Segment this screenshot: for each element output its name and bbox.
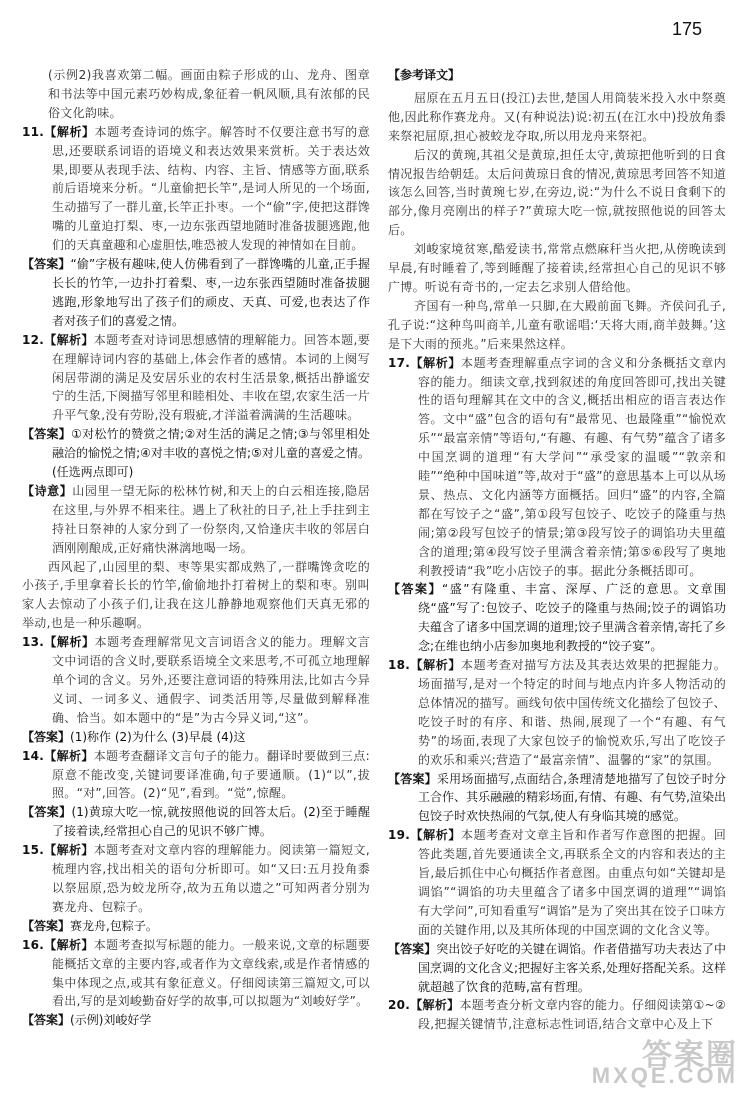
q17-answer (388, 580, 726, 656)
q14-answer (22, 803, 370, 841)
watermark-logo: 答案圈 (642, 1039, 738, 1073)
q17-number: 17. (388, 355, 411, 370)
analysis-label: 【解析】 (44, 937, 94, 952)
analysis-label: 【解析】 (44, 635, 95, 650)
q19-answer (388, 940, 726, 997)
q12-answer (22, 425, 370, 482)
q19-analysis (388, 826, 726, 939)
q12-poem-meaning (22, 482, 370, 558)
answer-label: 【答案】 (22, 427, 72, 442)
answer-label: 【答案】 (22, 1013, 71, 1028)
q18-analysis-text: 本题考查对描写方法及其表达效果的把握能力。场面描写,是对一个特定的时间与地点内许多人物活动的总体情况的描写。画线句依中国传统文化描绘了包饺子、吃饺子时的有序、和谐、热闹,展现了一个“有趣、有气势”的场面,表现了大家包饺子的愉悦欢乐,写出了吃饺子的欢乐和乘兴;营造了“最富亲情”、温馨的“家”的氛围。 (418, 658, 726, 767)
q15-answer (22, 917, 370, 936)
q13-analysis (22, 633, 370, 728)
answer-label: 【答案】 (22, 918, 71, 933)
answer-label: 【答案】 (388, 582, 443, 597)
analysis-label: 【解析】 (410, 355, 462, 370)
q15-analysis-text: 本题考查对文章内容的理解能力。阅读第一篇短文,梳理内容,找出相关的语句分析即可。如“又曰:五月投角黍以祭屈原,恐为蛟龙所夺,故为五角以遗之”可知两者分别为赛龙舟、包粽子。 (52, 843, 371, 914)
q20-analysis (388, 996, 726, 1034)
q20-analysis-text: 本题考查分析文章内容的能力。仔细阅读第①~②段,把握关键情节,注意标志性词语,结合文章中心及上下 (418, 998, 727, 1032)
q14-answer-text: (1)黄琼大吃一惊,就按照他说的回答太后。(2)至于睡醒了接着读,经常担心自己的见识不够广博。 (52, 805, 370, 839)
analysis-label: 【解析】 (44, 843, 94, 858)
reference-paragraph-2: 后汉的黄琬,其祖父是黄琼,担任太守,黄琼把他听到的日食情况报告给朝廷。太后问黄琼日食的情况,黄琼思考回答不知道该怎么回答,当时黄琬七岁,在旁边,说:“为什么不说日食剩下的部分,像月亮刚出的样子?”黄琼大吃一惊,就按照他说的回答太后。 (388, 147, 726, 238)
q19-analysis-text: 本题考查对文章主旨和作者写作意图的把握。回答此类题,首先要通读全文,再联系全文的内容和表达的主旨,最后抓住中心句概括作者意图。由重点句如“关键却是调馅”“调馅的功夫里蕴含了诸多中国烹调的道理”“调馅有大学问”,可知看重写“调馅”是为了突出其在饺子口味方面的关键作用,以及其所体现的中国烹调的文化含义等。 (418, 828, 726, 937)
q13-answer-text: (1)称作 (2)为什么 (3)早晨 (4)这 (70, 729, 246, 744)
answer-label: 【答案】 (22, 257, 71, 272)
q14-analysis (22, 747, 370, 804)
q12-analysis (22, 331, 370, 426)
q12-poem-meaning-2: 西风起了,山园里的梨、枣等果实都成熟了,一群嘴馋贪吃的小孩子,手里拿着长长的竹竿,偷偷地扑打着树上的梨和枣。别叫家人去惊动了小孩子们,让我在这儿静静地观察他们天真无邪的举动,也是一种乐趣啊。 (22, 559, 370, 631)
analysis-label: 【解析】 (44, 332, 94, 347)
q11-answer-text: “偷”字极有趣味,使人仿佛看到了一群馋嘴的儿童,正手握长长的竹竿,一边扑打着梨、枣,一边东张西望随时准备拔腿逃跑,形象地写出了孩子们的顽皮、天真、可爱,也表达了作者对孩子们的喜爱之情。 (52, 257, 370, 328)
q11-number: 11. (22, 124, 45, 139)
q14-analysis-text: 本题考查翻译文言句子的能力。翻译时要做到三点:原意不能改变,关键词要译准确,句子要通顺。(1)“以”,拔照。“对”,回答。(2)“见”,看到。“觉”,惊醒。 (52, 748, 370, 801)
analysis-label: 【解析】 (410, 658, 462, 673)
right-column (388, 66, 726, 1034)
q11-answer (22, 255, 370, 331)
q12-poem-text: 山园里一望无际的松林竹树,和天上的白云相连接,隐居在这里,与外界不相来往。遇上了秋社的日子,社上手拄到主持社日祭神的人家分到了一份祭肉,又恰逢庆丰收的邻居白酒刚刚酿成,正好痛快淋漓地喝一场。 (52, 483, 370, 555)
answer-label: 【答案】 (388, 941, 437, 956)
q16-answer-text: (示例)刘峻好学 (70, 1013, 152, 1028)
q12-number: 12. (22, 332, 45, 347)
reference-translation-header (388, 66, 726, 85)
analysis-label: 【解析】 (44, 748, 94, 763)
q12-answer-text: ①对松竹的赞赏之情;②对生活的满足之情;③与邻里相处融洽的愉悦之情;④对丰收的喜悦之情;⑤对儿童的喜爱之情。(任选两点即可) (52, 427, 370, 480)
q18-answer-text: 采用场面描写,点面结合,条理清楚地描写了包饺子时分工合作、其乐融融的精彩场面,有情、有趣、有气势,渲染出包饺子时欢快热闹的气氛,使人有身临其境的感觉。 (418, 771, 726, 824)
analysis-label: 【解析】 (410, 998, 460, 1013)
q18-number: 18. (388, 658, 411, 673)
q17-analysis (388, 354, 726, 581)
reference-label: 【参考译文】 (388, 68, 461, 82)
q13-number: 13. (22, 635, 45, 650)
q17-answer-text: “盛”有隆重、丰富、深厚、广泛的意思。文章围绕“盛”写了:包饺子、吃饺子的隆重与热闹;饺子的调馅功夫蕴含了诸多中国烹调的道理;饺子里满含着亲情,寄托了乡念;在维也纳小店参加奥地利教授的“饺子宴”。 (418, 582, 726, 654)
q15-answer-text: 赛龙舟,包粽子。 (70, 918, 158, 933)
q18-answer (388, 770, 726, 827)
analysis-label: 【解析】 (44, 124, 95, 139)
q16-analysis (22, 936, 370, 1012)
q13-analysis-text: 本题考查理解常见文言词语含义的能力。理解文言文中词语的含义时,要联系语境全文来思考,不可孤立地理解单个词的含义。另外,还要注意词语的特殊用法,比如古今异义词、一词多义、通假字、词类活用等,尽量做到解释准确、恰当。如本题中的“是”为古今异义词,“这”。 (52, 635, 370, 725)
q11-analysis-text: 本题考查诗词的炼字。解答时不仅要注意书写的意思,还要联系词语的语境义和表达效果来赏析。关于表达效果,即要从表现手法、结构、内容、主旨、情感等方面,联系前后语境来分析。“儿童偷把长竿”,是词人所见的一个场面,生动描写了一群儿童,长竿正扑枣。一个“偷”字,使把这群馋嘴的儿童迫打梨、枣,一边东张西望地随时准备拔腿逃跑,他们的天真童趣和心虚胆怯,唯恐被人发现的神情如在目前。 (52, 124, 370, 253)
reference-paragraph-1: 屈原在五月五日(投江)去世,楚国人用筒装米投入水中祭奠他,因此称作赛龙舟。又(有种说法)说:初五(在江水中)投放角黍来祭祀屈原,担心被蛟龙夺取,所以用龙舟来祭祀。 (388, 90, 726, 143)
poem-label: 【诗意】 (22, 483, 73, 498)
q17-analysis-text: 本题考查理解重点字词的含义和分条概括文章内容的能力。细读文章,找到叙述的角度回答即可,找出关键性的语句理解其在文中的含义,概括出相应的语言表达作答。文中“盛”包含的语句有“最常见、也最隆重”“愉悦欢乐”“最富亲情”等语句,“有趣、有趣、有气势”蕴含了诸多中国烹调的道理“有大学问”“承受家的温暖”“敦亲和睦”“绝种中国味道”等,故对于“盛”的意思基本上可以从场景、热点、文化内涵等方面概括。回归“盛”的内容,全篇都在写饺子之“盛”,第①段写包饺子、吃饺子的隆重与热闹;第②段写包饺子的情景;第③段写饺子的调馅功夫里蕴含的道理;第④段写饺子里满含着亲情;第⑤⑥段写了奥地利教授请“我”吃小店饺子的事。据此分条概括即可。 (418, 355, 726, 578)
answer-label: 【答案】 (22, 805, 72, 820)
answer-label: 【答案】 (388, 771, 437, 786)
q18-analysis (388, 656, 726, 769)
q19-number: 19. (388, 828, 411, 843)
q11-analysis (22, 123, 370, 255)
page-number: 175 (671, 19, 702, 39)
watermark-url: MXQE.COM (591, 1063, 738, 1089)
left-column (22, 66, 370, 1030)
analysis-label: 【解析】 (410, 828, 462, 843)
q16-number: 16. (22, 937, 45, 952)
reference-paragraph-3: 刘峻家境贫寒,酷爱读书,常常点燃麻秆当火把,从傍晚读到早晨,有时睡着了,等到睡醒了接着读,经常担心自己的见识不够广博。听说有奇书的,一定去乞求别人借给他。 (388, 242, 726, 294)
intro-example: (示例2)我喜欢第二幅。画面由粽子形成的山、龙舟、图章和书法等中国元素巧妙构成,象征着一帆风顺,具有浓郁的民俗文化韵味。 (48, 68, 370, 120)
q16-answer (22, 1011, 370, 1030)
q20-number: 20. (388, 998, 411, 1013)
q14-number: 14. (22, 748, 45, 763)
q15-number: 15. (22, 843, 45, 858)
q13-answer (22, 728, 370, 747)
q12-analysis-text: 本题考查对诗词思想感情的理解能力。回答本题,要在理解诗词内容的基础上,体会作者的感情。本词的上阕写闲居带湖的满足及安居乐业的农村生活景象,概括出静谧安宁的生活,下阕描写邻里和睦相处、丰收在望,农家生活一片升平气象,没有劳盼,没有瑕疵,才洋溢着满满的生活趣味。 (52, 332, 371, 423)
answer-label: 【答案】 (22, 729, 71, 744)
q15-analysis (22, 841, 370, 917)
q19-answer-text: 突出饺子好吃的关键在调馅。作者借描写功夫表达了中国烹调的文化含义;把握好主客关系,处理好搭配关系。这样就超越了饮食的范畴,富有哲理。 (418, 941, 726, 994)
reference-paragraph-4: 齐国有一种鸟,常单一只脚,在大殿前面飞舞。齐侯问孔子,孔子说:“这种鸟叫商羊,儿童有歌谣唱:‘天将大雨,商羊鼓舞。’这是下大雨的预兆。”后来果然这样。 (388, 298, 726, 351)
site-watermark (591, 1039, 738, 1089)
q16-analysis-text: 本题考查拟写标题的能力。一般来说,文章的标题要能概括文章的主要内容,或者作为文章线索,或是作者情感的集中体现之点,或其有象征意义。仔细阅读第三篇短文,可以看出,写的是刘峻勤奋好学的故事,可以拟题为“刘峻好学”。 (52, 937, 371, 1009)
